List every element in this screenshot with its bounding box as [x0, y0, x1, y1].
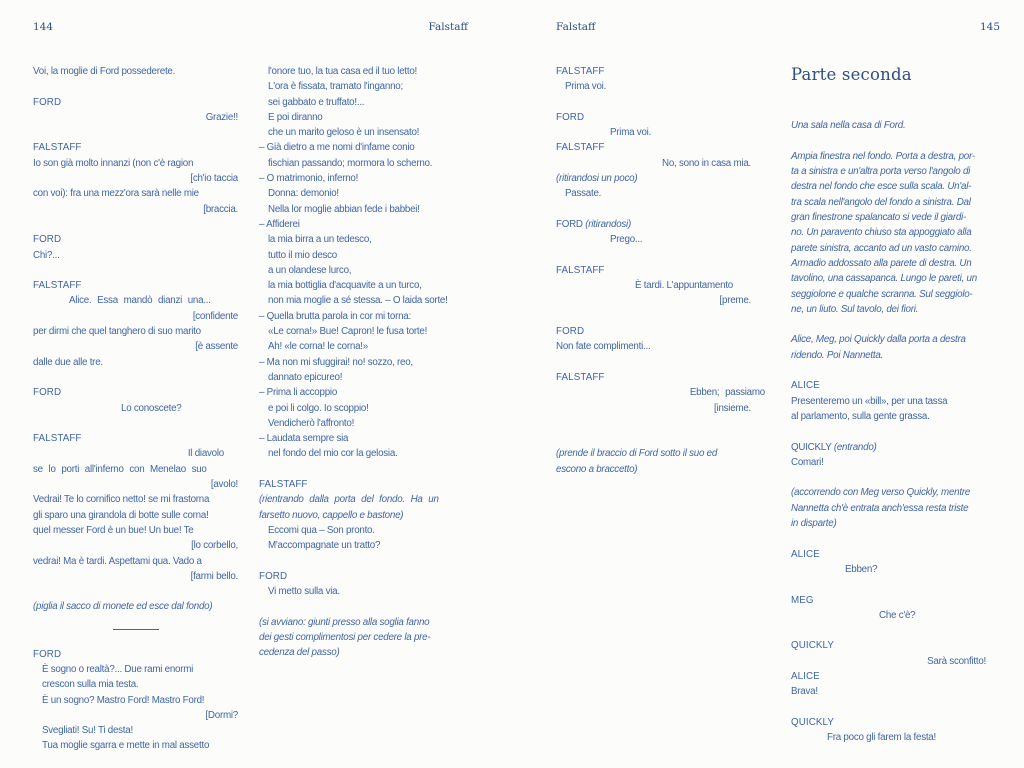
verse-line: per dirmi che quel tanghero di suo marito [33, 326, 201, 338]
speaker-name: FORD [556, 111, 585, 123]
stage-direction: ne, un liuto. Sul tavolo, dei fiori. [791, 303, 919, 315]
verse-line: Passate. [565, 188, 602, 200]
verse-line: È sogno o realtà?... Due rami enormi [42, 663, 194, 675]
verse-line: E poi diranno [268, 111, 323, 123]
speaker-name: FORD [259, 570, 288, 582]
blank-line [259, 554, 468, 569]
verse-line: al parlamento, sulla gente grassa. [791, 410, 930, 422]
verse-line: Comari! [791, 456, 824, 468]
blank-line [33, 79, 238, 94]
verse-line: – Prima li accoppio [259, 387, 338, 399]
blank-line [791, 103, 1000, 118]
blank-line [556, 95, 765, 110]
stage-direction-inline: (entrando) [833, 441, 877, 453]
blank-line [791, 470, 1000, 485]
verse-line: quel messer Ford è un bue! Un bue! Te [33, 524, 194, 536]
verse-line: Presenteremo un «bill», per una tassa [791, 395, 948, 407]
verse-line: Grazie!! [205, 111, 238, 123]
verse-line: non mia moglie a sé stessa. – O laida sorte! [268, 295, 448, 307]
blank-line [556, 431, 765, 446]
stage-direction-inline: (ritirandosi) [585, 218, 631, 230]
verse-line: nel fondo del mio cor la gelosia. [268, 448, 398, 460]
stage-direction: farsetto nuovo, cappello e bastone) [259, 509, 404, 521]
separator-rule [113, 629, 159, 630]
blank-line [259, 462, 468, 477]
blank-line [556, 355, 765, 370]
text-column-1 [33, 64, 238, 754]
verse-line: – Già dietro a me nomi d'infame conio [259, 142, 415, 154]
page-number-right: 145 [979, 21, 1000, 33]
blank-line [791, 317, 1000, 332]
speaker-name: ALICE [791, 670, 820, 682]
running-head-left: Falstaff [428, 21, 468, 33]
stage-direction: (rientrando dalla porta del fondo. Ha un [259, 494, 439, 506]
speaker-name: FORD [33, 96, 62, 108]
verse-line: Che c'è? [879, 609, 916, 621]
verse-line: la mia birra a un tedesco, [268, 234, 372, 246]
verse-line: dalle due alle tre. [33, 356, 103, 368]
blank-line [791, 623, 1000, 638]
blank-line [259, 599, 468, 614]
speaker-name: FORD [556, 218, 586, 230]
speaker-name: QUICKLY [791, 640, 834, 652]
stage-direction: (si avviano: giunti presso alla soglia fanno [259, 616, 430, 628]
verse-line: Io son già molto innanzi (non c'è ragion [33, 157, 194, 169]
verse-line: [braccia. [203, 203, 238, 215]
verse-line: crescon sulla mia testa. [42, 679, 139, 691]
verse-line: L'ora è fissata, tramato l'inganno; [268, 81, 403, 93]
stage-direction: gran finestrone spalancato si vede il giardi- [791, 212, 966, 224]
verse-line: No, sono in casa mia. [662, 157, 751, 169]
stage-direction: destra nel fondo che esce sulla scala. Un'al- [791, 181, 972, 193]
verse-line: Nella lor moglie abbian fede i babbei! [268, 203, 420, 215]
verse-line: Vedrai! Te lo cornifico netto! se mi frastorna [33, 494, 210, 506]
verse-line: È un sogno? Mastro Ford! Mastro Ford! [42, 694, 205, 706]
verse-line: a un olandese lurco, [268, 264, 352, 276]
verse-line: fischian passando; mormora lo scherno. [268, 157, 433, 169]
blank-line [33, 416, 238, 431]
running-head-right: Falstaff [556, 21, 596, 33]
stage-direction: ridendo. Poi Nannetta. [791, 349, 883, 361]
speaker-line [791, 440, 1000, 455]
verse-line: se lo porti all'inferno con Menelao suo [33, 463, 207, 475]
verse-line: [insieme. [714, 402, 751, 414]
stage-direction: cedenza del passo) [259, 647, 340, 659]
verse-line: Prima voi. [610, 127, 652, 139]
text-column-3 [556, 64, 765, 477]
verse-line: vedrai! Ma è tardi. Aspettami qua. Vado a [33, 555, 202, 567]
blank-line [791, 134, 1000, 149]
verse-line: Ebben? [845, 563, 878, 575]
verse-line: [lo corbello, [191, 540, 238, 552]
verse-line: Non fate complimenti... [556, 341, 651, 353]
speaker-name: FALSTAFF [259, 479, 308, 491]
speaker-name: MEG [791, 594, 814, 606]
blank-line [33, 370, 238, 385]
stage-direction: ta a sinistra e un'altra porta verso l'angolo di [791, 166, 971, 178]
page-right [512, 0, 1024, 768]
speaker-name: QUICKLY [791, 716, 834, 728]
blank-line [791, 577, 1000, 592]
stage-direction: parete sinistra, accanto ad un vasto camino. [791, 242, 972, 254]
text-column-2 [259, 64, 468, 661]
verse-line: Vi metto sulla via. [268, 586, 340, 598]
stage-direction: (ritirandosi un poco) [556, 173, 638, 185]
stage-direction: Ampia finestra nel fondo. Porta a destra, por- [791, 150, 975, 162]
stage-direction: (prende il braccio di Ford sotto il suo ed [556, 448, 718, 460]
stage-direction: in disparte) [791, 518, 837, 530]
speaker-name: FALSTAFF [556, 142, 605, 154]
stage-direction: tavolino, una cassapanca. Lungo le pareti, un [791, 273, 977, 285]
page-number-left: 144 [33, 21, 54, 33]
verse-line: Prima voi. [565, 81, 607, 93]
blank-line [791, 531, 1000, 546]
verse-line: Ebben; passiamo [689, 387, 765, 399]
blank-line [33, 125, 238, 140]
verse-line: e poi li colgo. Io scoppio! [268, 402, 369, 414]
verse-line: Donna: demonio! [268, 188, 339, 200]
blank-line [33, 217, 238, 232]
stage-direction: Alice, Meg, poi Quickly dalla porta a destra [791, 334, 966, 346]
verse-line: [è assente [195, 341, 238, 353]
stage-direction: escono a braccetto) [556, 463, 638, 475]
verse-line: [confidente [192, 310, 238, 322]
blank-line [33, 263, 238, 278]
verse-line: l'onore tuo, la tua casa ed il tuo letto! [268, 66, 418, 77]
section-heading: Parte seconda [791, 65, 912, 84]
stage-direction: Nannetta ch'è entrata anch'essa resta triste [791, 502, 969, 514]
verse-line: Prego... [610, 234, 643, 246]
verse-line: Voi, la moglie di Ford possederete. [33, 66, 176, 77]
speaker-name: QUICKLY [791, 441, 834, 453]
stage-direction: tra scala nell'angolo del fondo a sinistra. Dal [791, 196, 971, 208]
stage-direction: dei gesti complimentosi per cedere la pre- [259, 631, 431, 643]
verse-line: sei gabbato e truffato!... [268, 96, 365, 108]
verse-line: dannato epicureo! [268, 371, 343, 383]
verse-line: [preme. [719, 295, 751, 307]
speaker-name: FORD [33, 234, 62, 246]
stage-direction: no. Un paravento chiuso sta appoggiato alla [791, 227, 972, 239]
blank-line [556, 416, 765, 431]
stage-direction: Armadio addossato alla parete di destra. Un [791, 257, 972, 269]
stage-direction: seggiolone e qualche scranna. Sul seggiolo- [791, 288, 973, 300]
verse-line: Svegliati! Su! Ti desta! [42, 725, 133, 737]
verse-line: – Laudata sempre sia [259, 433, 349, 445]
verse-line: Sarà sconfitto! [927, 655, 986, 667]
blank-line [33, 584, 238, 599]
verse-line: Ah! «le corna! le corna!» [268, 341, 368, 353]
speaker-name: FALSTAFF [556, 371, 605, 383]
verse-line: la mia bottiglia d'acquavite a un turco, [268, 280, 422, 292]
blank-line [556, 309, 765, 324]
blank-line [791, 700, 1000, 715]
speaker-name: ALICE [791, 380, 820, 392]
verse-line: Fra poco gli farem la festa! [827, 732, 936, 744]
verse-line: Eccomi qua – Son pronto. [268, 524, 375, 536]
stage-direction: Una sala nella casa di Ford. [791, 120, 906, 132]
blank-line [556, 248, 765, 263]
verse-line: gli sparo una girandola di botte sulle corna! [33, 509, 209, 521]
blank-line [556, 202, 765, 217]
verse-line: Vendicherò l'affronto! [268, 417, 355, 429]
verse-line: Lo conoscete? [121, 402, 182, 414]
speaker-name: FALSTAFF [33, 142, 82, 154]
speaker-name: FALSTAFF [556, 264, 605, 276]
verse-line: Chi?... [33, 249, 60, 261]
verse-line: – Ma non mi sfuggirai! no! sozzo, reo, [259, 356, 413, 368]
speaker-name: FORD [556, 326, 585, 338]
verse-line: [ch'io taccia [190, 173, 238, 185]
stage-direction: (accorrendo con Meg verso Quickly, mentre [791, 487, 971, 499]
speaker-name: FORD [33, 648, 62, 660]
speaker-name: ALICE [791, 548, 820, 560]
stage-direction: (piglia il sacco di monete ed esce dal fondo) [33, 601, 213, 613]
verse-line: M'accompagnate un tratto? [268, 540, 381, 552]
verse-line: Brava! [791, 686, 818, 698]
verse-line: [avolo! [210, 479, 238, 491]
verse-line: Il diavolo [187, 448, 224, 460]
blank-line [791, 363, 1000, 378]
verse-line: tutto il mio desco [268, 249, 338, 261]
speaker-line [556, 217, 765, 232]
speaker-name: FALSTAFF [33, 433, 82, 445]
verse-line: con voi): fra una mezz'ora sarà nelle mie [33, 188, 199, 200]
verse-line: Tua moglie sgarra e mette in mal assetto [42, 740, 210, 752]
verse-line: [Dormi? [205, 709, 238, 721]
verse-line: – Affiderei [259, 218, 300, 230]
verse-line: È tardi. L'appuntamento [635, 280, 733, 292]
verse-line: che un marito geloso è un insensato! [268, 127, 420, 139]
speaker-name: FALSTAFF [33, 280, 82, 292]
blank-line [791, 424, 1000, 439]
verse-line: «Le corna!» Bue! Capron! le fusa torte! [268, 326, 428, 338]
speaker-name: FALSTAFF [556, 66, 605, 77]
verse-line: – Quella brutta parola in cor mi torna: [259, 310, 411, 322]
verse-line: Alice. Essa mandò dianzi una... [69, 295, 211, 307]
speaker-name: FORD [33, 387, 62, 399]
verse-line: [farmi bello. [190, 570, 238, 582]
verse-line: – O matrimonio, inferno! [259, 173, 359, 185]
text-column-4 [791, 64, 1000, 745]
